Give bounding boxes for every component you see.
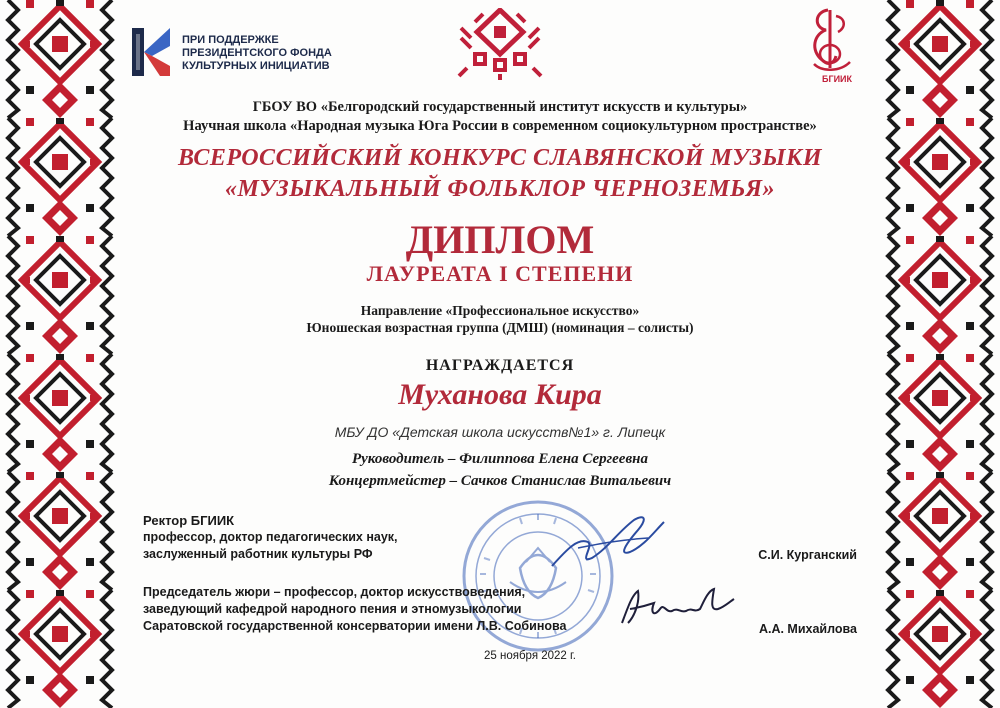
issue-date: 25 ноября 2022 г. bbox=[484, 650, 576, 662]
jury-line-2: заведующий кафедрой народного пения и этномузыкологии bbox=[143, 602, 522, 616]
fund-k-mark-icon bbox=[130, 26, 174, 78]
fund-line-3: КУЛЬТУРНЫХ ИНИЦИАТИВ bbox=[182, 60, 330, 72]
rector-name: С.И. Курганский bbox=[758, 548, 857, 562]
awardee-school: МБУ ДО «Детская школа искусств№1» г. Липецк bbox=[334, 424, 666, 440]
jury-chair-name: А.А. Михайлова bbox=[758, 622, 857, 636]
fund-line-2: ПРЕЗИДЕНТСКОГО ФОНДА bbox=[182, 47, 332, 59]
institution-header bbox=[130, 98, 870, 136]
bgiik-logo bbox=[800, 6, 862, 90]
awarded-label: НАГРАЖДАЕТСЯ bbox=[425, 357, 575, 374]
jury-chair-signature bbox=[618, 583, 738, 633]
rector-block bbox=[143, 512, 398, 563]
contest-line-1: ВСЕРОССИЙСКИЙ КОНКУРС СЛАВЯНСКОЙ МУЗЫКИ bbox=[177, 145, 822, 171]
presidential-fund-logo bbox=[130, 24, 370, 80]
jury-line-3: Саратовской государственной консерватории имени Л.В. Собинова bbox=[143, 619, 567, 633]
leader-line: Руководитель – Филиппова Елена Сергеевна bbox=[351, 451, 648, 467]
right-ornament-border bbox=[880, 0, 1000, 708]
direction-line: Направление «Профессиональное искусство» bbox=[360, 303, 640, 318]
institution-name: ГБОУ ВО «Белгородский государственный институт искусств и культуры» bbox=[252, 99, 748, 115]
awardee-name: Муханова Кира bbox=[398, 378, 602, 411]
folk-emblem-icon bbox=[453, 8, 547, 80]
left-ornament-border bbox=[0, 0, 120, 708]
teachers-block bbox=[130, 448, 870, 492]
rector-honor: заслуженный работник культуры РФ bbox=[143, 547, 373, 561]
rector-degree: профессор, доктор педагогических наук, bbox=[143, 530, 398, 544]
science-school-name: Научная школа «Народная музыка Юга России в современном социокультурном пространстве» bbox=[183, 118, 817, 134]
fund-line-1: ПРИ ПОДДЕРЖКЕ bbox=[182, 34, 279, 46]
jury-line-1: Председатель жюри – профессор, доктор искусствоведения, bbox=[143, 585, 526, 599]
age-group-line: Юношеская возрастная группа (ДМШ) (номинация – солисты) bbox=[306, 320, 694, 335]
nomination-block bbox=[130, 302, 870, 336]
contest-title bbox=[130, 143, 870, 205]
diploma-degree: ЛАУРЕАТА I СТЕПЕНИ bbox=[366, 261, 634, 286]
jury-chair-block bbox=[143, 584, 566, 635]
contest-line-2: «МУЗЫКАЛЬНЫЙ ФОЛЬКЛОР ЧЕРНОЗЕМЬЯ» bbox=[224, 176, 776, 202]
accompanist-line: Концертмейстер – Сачков Станислав Витальевич bbox=[328, 473, 672, 489]
rector-title: Ректор БГИИК bbox=[143, 513, 235, 528]
bgiik-logo-text: БГИИК bbox=[822, 74, 853, 84]
rector-signature bbox=[548, 508, 668, 578]
diploma-title: ДИПЛОМ bbox=[405, 217, 595, 262]
